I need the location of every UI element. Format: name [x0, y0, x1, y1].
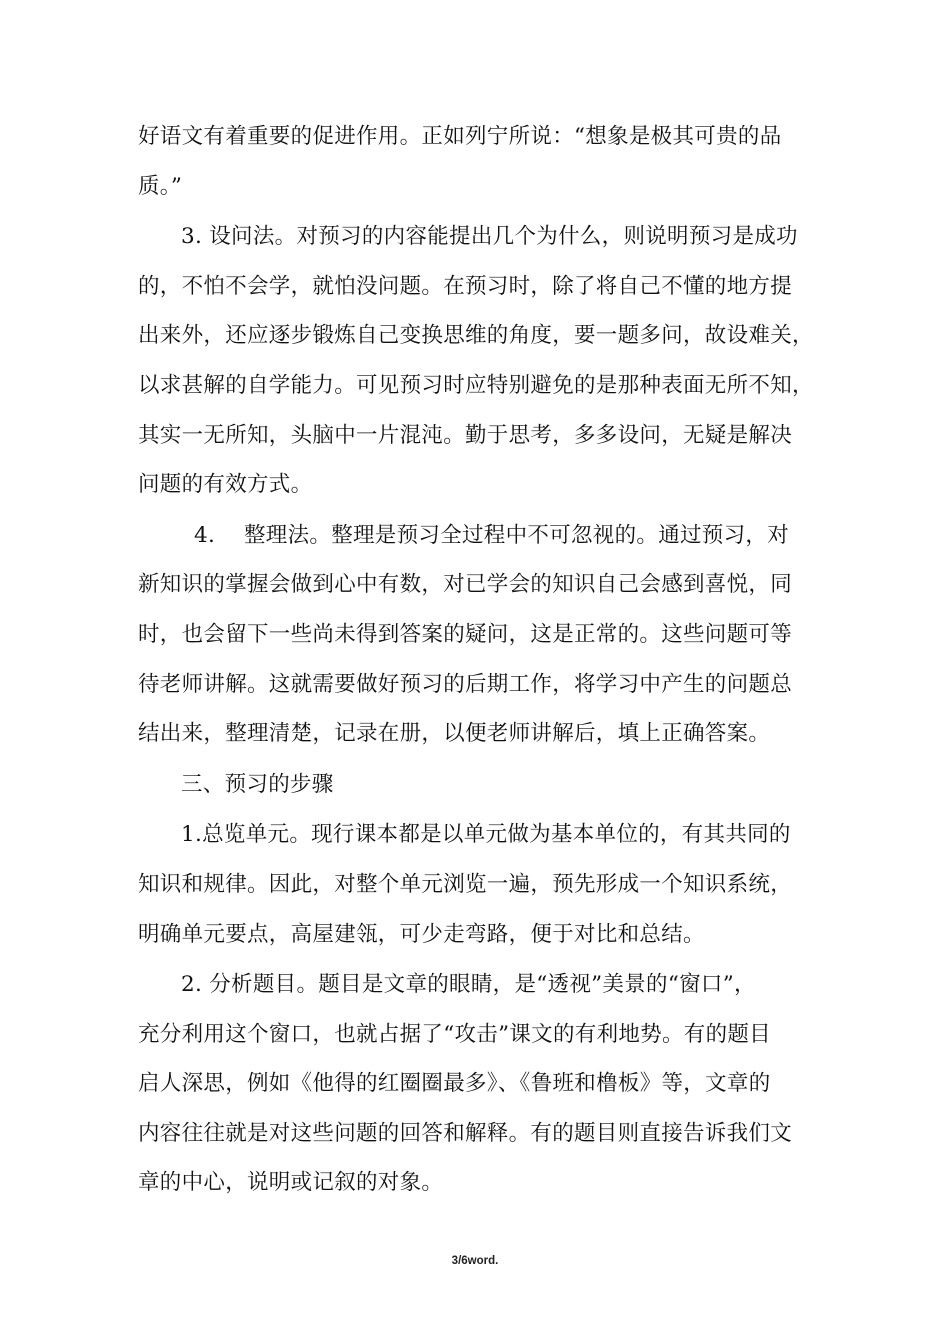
text-line: 章的中心，说明或记叙的对象。 [138, 1170, 444, 1196]
section-heading-preview-steps [138, 760, 818, 810]
paragraph-unit-overview [138, 810, 818, 959]
text-line: 3. 设问法。对预习的内容能提出几个为什么，则说明预习是成功 [181, 224, 798, 250]
text-line: 好语文有着重要的促进作用。正如列宁所说：“想象是极其可贵的品 [138, 124, 782, 149]
document-body [138, 112, 818, 1209]
text-line: 知识和规律。因此，对整个单元浏览一遍，预先形成一个知识系统， [138, 871, 793, 897]
page-number-footer: 3/6word. [451, 1255, 499, 1267]
text-line: 出来外，还应逐步锻炼自己变换思维的角度，要一题多问，故设难关， [138, 323, 814, 349]
text-line: 的，不怕不会学，就怕没问题。在预习时，除了将自己不懂的地方提 [138, 273, 793, 299]
text-line [138, 511, 818, 561]
paragraph-imagination-quote [138, 112, 818, 211]
text-line: 时，也会留下一些尚未得到答案的疑问，这是正常的。这些问题可等 [138, 621, 793, 647]
section-heading: 三、预习的步骤 [181, 771, 334, 797]
text-line: 启人深思，例如《他得的红圈圈最多》、《鲁班和橹板》等，文章的 [138, 1071, 771, 1097]
text-line: 结出来，整理清楚，记录在册，以便老师讲解后，填上正确答案。 [138, 721, 771, 747]
text-line: 充分利用这个窗口，也就占据了“攻击”课文的有利地势。有的题目 [138, 1021, 771, 1047]
text-line: 1.总览单元。现行课本都是以单元做为基本单位的，有其共同的 [181, 822, 791, 848]
text-line: 内容往往就是对这些问题的回答和解释。有的题目则直接告诉我们文 [138, 1120, 793, 1146]
text-line: 待老师讲解。这就需要做好预习的后期工作，将学习中产生的问题总 [138, 671, 793, 697]
paragraph-organizing-method [138, 511, 818, 759]
text-line: 问题的有效方式。 [138, 472, 313, 498]
text-line: 新知识的掌握会做到心中有数，对已学会的知识自己会感到喜悦，同 [138, 572, 793, 598]
text-line: 其实一无所知，头脑中一片混沌。勤于思考，多多设问，无疑是解决 [138, 422, 793, 448]
text-line: 以求甚解的自学能力。可见预习时应特别避免的是那种表面无所不知， [138, 372, 814, 398]
paragraph-title-analysis [138, 960, 818, 1208]
text-line: 质。” [138, 173, 183, 199]
text-line-content: 整理法。整理是预习全过程中不可忽视的。通过预习，对 [244, 522, 790, 548]
text-line: 明确单元要点，高屋建瓴，可少走弯路，便于对比和总结。 [138, 921, 705, 947]
paragraph-questioning-method [138, 212, 818, 510]
text-line: 2. 分析题目。题目是文章的眼睛，是“透视”美景的“窗口”， [181, 972, 756, 998]
list-number: 4. [194, 522, 216, 548]
